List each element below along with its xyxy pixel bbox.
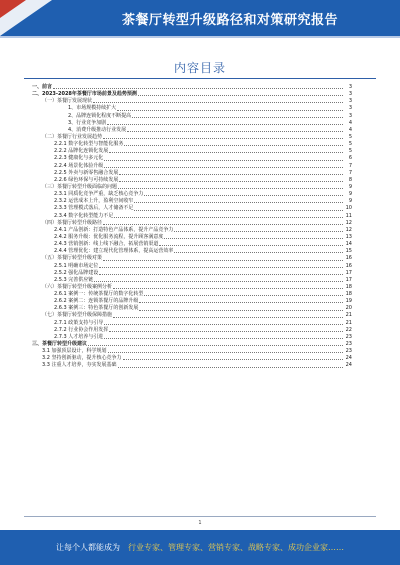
toc-entry-page: 13	[345, 233, 352, 240]
toc-entry-title: 2.5.1 明确市场定位	[54, 262, 99, 269]
toc-leader-dots	[127, 131, 343, 132]
toc-entry-page: 3	[348, 112, 352, 119]
toc-leader-dots	[139, 310, 343, 311]
toc-leader-dots	[118, 188, 343, 189]
toc-entry-title: 3.1 加强顶层设计，科学规划	[42, 348, 107, 355]
toc-leader-dots	[113, 288, 343, 289]
toc-entry[interactable]	[32, 127, 352, 134]
toc-entry[interactable]	[32, 155, 352, 162]
toc-entry-page: 7	[348, 162, 352, 169]
toc-entry-page: 19	[345, 298, 352, 305]
toc-entry-title: 4、消费升级推动行业发展	[68, 126, 127, 133]
toc-entry-page: 5	[348, 133, 352, 140]
toc-leader-dots	[134, 202, 343, 203]
footer-lead: 让每个人都能成为	[56, 543, 120, 552]
toc-entry-page: 23	[345, 341, 352, 348]
toc-entry-title: 3.3 注重人才培养，夯实发展基础	[42, 362, 117, 369]
toc-leader-dots	[103, 138, 343, 139]
toc-leader-dots	[119, 181, 343, 182]
toc-entry[interactable]	[32, 113, 352, 120]
toc-entry-title: （一）茶餐厅发展现状	[42, 98, 93, 105]
toc-entry-title: 2.2.3 健康化与多元化	[54, 155, 104, 162]
toc-entry[interactable]	[32, 170, 352, 177]
toc-entry-page: 21	[345, 319, 352, 326]
toc-leader-dots	[174, 231, 343, 232]
toc-entry-title: （六）茶餐厅转型升级案例分析	[42, 283, 113, 290]
toc-entry-title: 2.3.3 管理模式落后，人才储备不足	[54, 205, 134, 212]
toc-leader-dots	[93, 102, 343, 103]
toc-title-rule	[24, 78, 376, 79]
toc-entry-title: 2.6.2 案例二：连锁茶餐厅的品牌升级	[54, 298, 139, 305]
toc-entry-title: 2.4.4 管理优化：建立现代化管理体系，提高运营效率	[54, 248, 174, 255]
toc-entry-page: 10	[345, 205, 352, 212]
toc-entry[interactable]	[32, 284, 352, 291]
header-divider	[0, 36, 400, 38]
toc-entry-title: 2.2.5 外卖与新零售融合发展	[54, 169, 119, 176]
toc-entry-title: 2.7.3 人才培养与引进	[54, 333, 104, 340]
toc-entry-title: 2.7.1 政策支持与引导	[54, 319, 104, 326]
toc-leader-dots	[88, 345, 343, 346]
toc-entry-title: （二）茶餐厅行业发展趋势	[42, 133, 103, 140]
toc-entry[interactable]	[32, 362, 352, 369]
toc-entry-page: 5	[348, 148, 352, 155]
toc-leader-dots	[159, 245, 343, 246]
toc-entry-title: 3、行业竞争加剧	[68, 119, 107, 126]
toc-leader-dots	[144, 295, 343, 296]
toc-entry[interactable]	[32, 327, 352, 334]
toc-entry-page: 16	[345, 262, 352, 269]
toc-entry-page: 9	[348, 198, 352, 205]
toc-entry-title: 2.5.2 强化品牌建设	[54, 269, 99, 276]
toc-leader-dots	[138, 95, 343, 96]
toc-leader-dots	[144, 195, 343, 196]
toc-entry-title: 2.3.2 运营成本上升，盈利空间收窄	[54, 198, 134, 205]
toc-entry[interactable]	[32, 320, 352, 327]
header-accent	[0, 0, 26, 18]
toc-entry-title: 2.2.4 场景化体验升级	[54, 162, 104, 169]
toc-leader-dots	[113, 317, 343, 318]
toc-leader-dots	[164, 238, 343, 239]
toc-entry-page: 15	[345, 248, 352, 255]
toc-entry-page: 20	[345, 305, 352, 312]
toc-leader-dots	[104, 324, 343, 325]
toc-entry-page: 23	[345, 348, 352, 355]
toc-entry[interactable]	[32, 105, 352, 112]
toc-leader-dots	[53, 88, 343, 89]
toc-leader-dots	[134, 210, 343, 211]
toc-leader-dots	[119, 174, 343, 175]
toc-entry-page: 9	[348, 183, 352, 190]
toc-entry-title: 2.7.2 行业协会作用发挥	[54, 326, 109, 333]
toc-entry-page: 24	[345, 355, 352, 362]
toc-entry-page: 4	[348, 126, 352, 133]
document-title: 茶餐厅转型升级路径和对策研究报告	[121, 13, 338, 28]
toc-leader-dots	[139, 302, 343, 303]
toc-leader-dots	[104, 338, 343, 339]
toc-entry-page: 8	[348, 176, 352, 183]
toc-entry[interactable]	[32, 277, 352, 284]
toc-leader-dots	[99, 267, 343, 268]
toc-entry-title: （四）茶餐厅转型升级路径	[42, 219, 103, 226]
toc-entry-title: （五）茶餐厅转型升级对策	[42, 255, 103, 262]
toc-leader-dots	[94, 281, 343, 282]
toc-entry[interactable]	[32, 177, 352, 184]
toc-leader-dots	[118, 367, 343, 368]
toc-entry-page: 11	[345, 212, 352, 219]
toc-entry-title: 2.3.1 同质化竞争严重，缺乏核心竞争力	[54, 191, 144, 198]
toc-entry-title: 1、市场规模持续扩大	[68, 105, 117, 112]
toc-entry-page: 4	[348, 119, 352, 126]
toc-entry-title: 3.2 坚持创新驱动，提升核心竞争力	[42, 355, 122, 362]
toc-leader-dots	[109, 152, 343, 153]
toc-entry-page: 18	[345, 283, 352, 290]
toc-entry[interactable]	[32, 334, 352, 341]
toc-leader-dots	[124, 145, 343, 146]
toc-leader-dots	[117, 110, 343, 111]
toc-entry-page: 14	[345, 241, 352, 248]
toc-entry-page: 5	[348, 141, 352, 148]
toc-entry-title: 一、前言	[32, 83, 53, 90]
toc-entry-title: 2.2.2 品牌化连锁化发展	[54, 148, 109, 155]
toc-entry[interactable]	[32, 227, 352, 234]
toc-entry[interactable]	[32, 263, 352, 270]
toc-entry[interactable]	[32, 163, 352, 170]
toc-entry-title: 二、2023-2028年茶餐厅市场前景及趋势预测	[32, 91, 137, 98]
toc-title: 内容目录	[173, 61, 226, 75]
toc-entry-page: 3	[348, 83, 352, 90]
toc-entry-page: 16	[345, 255, 352, 262]
toc-entry-page: 6	[348, 155, 352, 162]
toc-entry-page: 9	[348, 191, 352, 198]
toc-entry-title: 2.6.3 案例三：特色茶餐厅的创新发展	[54, 305, 139, 312]
toc-leader-dots	[107, 124, 343, 125]
toc-entry-title: 2.2.6 绿色环保与可持续发展	[54, 176, 119, 183]
toc-entry-page: 21	[345, 312, 352, 319]
toc-entry-page: 17	[345, 276, 352, 283]
toc-entry-page: 3	[348, 98, 352, 105]
header-band	[0, 0, 400, 36]
toc-entry-page: 24	[345, 362, 352, 369]
toc-entry-page: 3	[348, 105, 352, 112]
toc-entry-title: 2.5.3 完善供应链	[54, 276, 94, 283]
toc-leader-dots	[103, 260, 343, 261]
toc-entry-title: 2.3.4 数字化转型能力不足	[54, 212, 114, 219]
toc-entry-title: 2.4.1 产品创新：打造特色产品体系，提升产品竞争力	[54, 226, 174, 233]
toc-leader-dots	[109, 331, 343, 332]
toc-entry-page: 3	[348, 91, 352, 98]
toc-entry[interactable]	[32, 313, 352, 320]
toc-entry[interactable]	[32, 213, 352, 220]
toc-leader-dots	[123, 359, 343, 360]
footer-highlight: 行业专家、管理专家、营销专家、战略专家、成功企业家……	[128, 543, 344, 552]
toc-leader-dots	[132, 117, 343, 118]
toc-entry[interactable]	[32, 255, 352, 262]
toc-entry-page: 17	[345, 269, 352, 276]
page-number: 1	[198, 520, 202, 526]
table-of-contents	[32, 84, 352, 370]
footer-slogan	[0, 542, 400, 553]
toc-entry-page: 7	[348, 169, 352, 176]
toc-leader-dots	[114, 217, 343, 218]
footer-band	[0, 530, 400, 565]
toc-entry-page: 12	[345, 226, 352, 233]
toc-leader-dots	[104, 160, 343, 161]
toc-entry-title: 三、茶餐厅转型升级建议	[32, 341, 88, 348]
footer-divider	[24, 516, 376, 517]
toc-entry-page: 18	[345, 291, 352, 298]
toc-entry[interactable]	[32, 205, 352, 212]
toc-entry[interactable]	[32, 270, 352, 277]
toc-entry-page: 23	[345, 333, 352, 340]
toc-entry[interactable]	[32, 120, 352, 127]
toc-entry-page: 22	[345, 326, 352, 333]
toc-entry-title: （七）茶餐厅转型升级保障措施	[42, 312, 113, 319]
toc-entry-title: 2.2.1 数字化转型与智能化服务	[54, 141, 124, 148]
toc-entry-title: 2、品牌连锁化程度不断提高	[68, 112, 132, 119]
toc-entry-page: 12	[345, 219, 352, 226]
toc-entry-title: （三）茶餐厅转型升级面临的问题	[42, 183, 118, 190]
toc-entry[interactable]	[32, 220, 352, 227]
toc-leader-dots	[108, 352, 343, 353]
toc-leader-dots	[99, 274, 343, 275]
toc-entry-title: 2.6.1 案例一：传统茶餐厅的数字化转型	[54, 291, 144, 298]
toc-leader-dots	[103, 224, 343, 225]
toc-leader-dots	[104, 167, 343, 168]
toc-entry-title: 2.4.2 服务升级：优化服务流程，提升顾客满意度	[54, 233, 164, 240]
toc-entry-title: 2.4.3 营销创新：线上线下融合，拓展营销渠道	[54, 241, 159, 248]
toc-leader-dots	[174, 252, 343, 253]
